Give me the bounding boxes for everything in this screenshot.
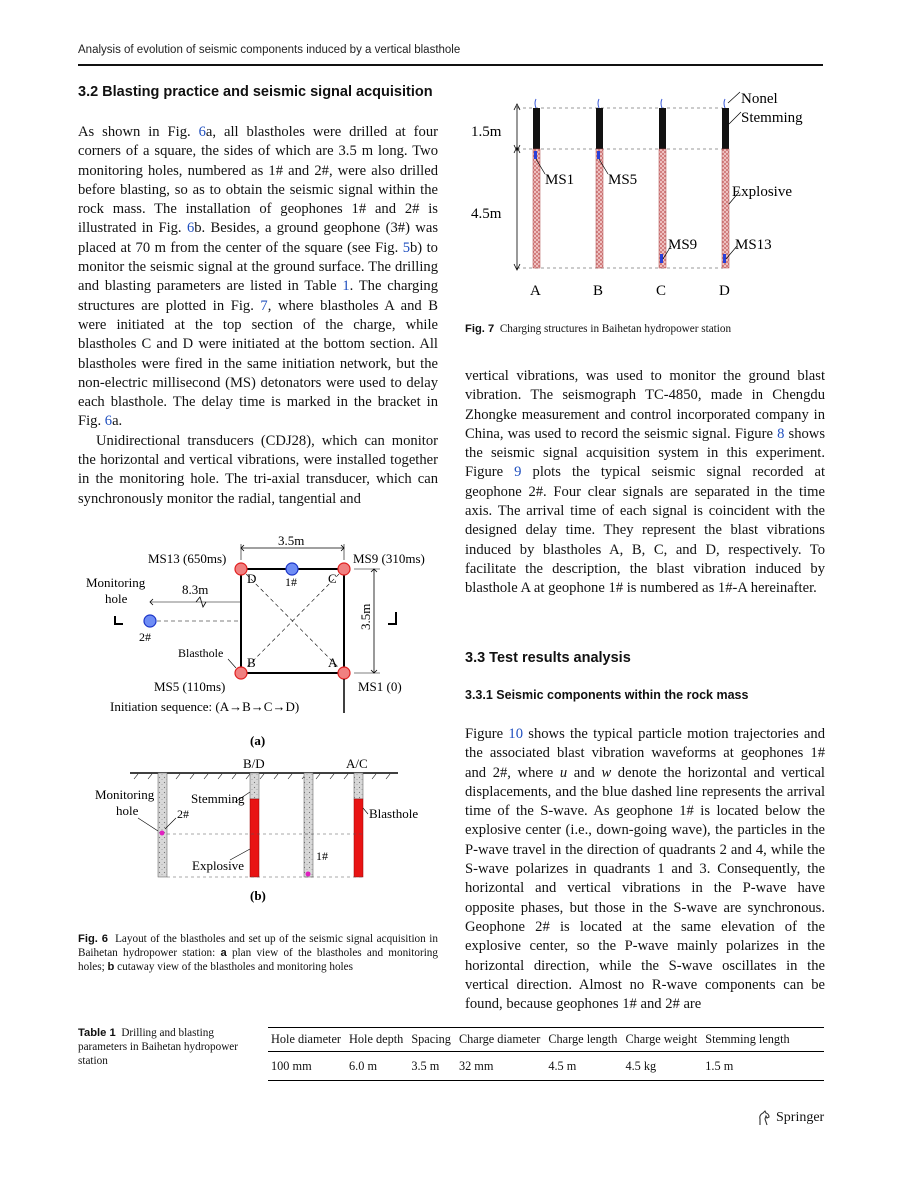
fig6b-explosive: Explosive (192, 858, 244, 873)
blasthole-d (235, 563, 247, 575)
cell-charge-weight: 4.5 kg (625, 1058, 657, 1073)
paragraph-blasting-practice: As shown in Fig. 6a, all blastholes were drilled at four corners of a square, the sides of which are 3.5 m long. Two monitoring holes, numbered as 1# and 2#, were also drilled before blasting, so as to obtain the seismic signal within the rock mass. The installation of geophones 1# and 2# is illustrated in Fig. 6b. Besides, a ground geophone (3#) was placed at 70 m from the center of the square (see Fig. 5b) to monitor the seismic signal at the ground surface. The drilling and blasting parameters are listed in Table 1. The charging structures are plotted in Fig. 7, where blastholes A and B were initiated at the top section of the charge, while blastholes C and D were initiated at the bottom section. All blastholes were fired in the same initiation network, but the non-electric millisecond (MS) detonators were used to delay each blasthole. The delay time is marked in the bracket in Fig. 6a. (78, 124, 438, 430)
blasthole-a (338, 667, 350, 679)
fig-ref[interactable]: 10 (508, 726, 523, 742)
fig7-caption-label: Fig. 7 (465, 323, 495, 335)
cell-charge-length: 4.5 m (548, 1058, 577, 1073)
cell-charge-diameter: 32 mm (458, 1058, 494, 1073)
fig7-label-stemming: Stemming (741, 110, 803, 126)
header-rule (78, 64, 823, 66)
col-hole-depth: Hole depth (349, 1031, 404, 1046)
fig6b-label-1: 1# (316, 849, 328, 863)
figure-6a-plan-view (78, 530, 438, 755)
fig-ref[interactable]: 6 (104, 413, 113, 430)
table-ref[interactable]: 1 (342, 278, 350, 295)
detonator-c (660, 254, 663, 263)
col-charge-diameter: Charge diameter (458, 1031, 541, 1046)
fig6a-side-length: 3.5m (278, 533, 305, 548)
fig-ref[interactable]: 7 (260, 297, 268, 314)
fig-ref[interactable]: 6 (198, 124, 206, 140)
figure-6b-cutaway-view (78, 756, 438, 911)
fig7-hole-a: A (530, 283, 541, 299)
figure-6-caption: Fig. 6 Layout of the blastholes and set up of the seismic signal acquisition in Baihetan hydropower station: a plan view of the blastholes and monitoring holes; b cutaway view of the blastholes and monitoring holes (78, 933, 438, 973)
fig6a-sublabel: (a) (250, 733, 266, 748)
blasthole-c (338, 563, 350, 575)
detonator-a (534, 151, 537, 159)
geophone-1 (286, 563, 298, 575)
stemming-b (596, 108, 603, 149)
geophone-2-marker (160, 831, 165, 836)
fig-ref[interactable]: 9 (514, 464, 522, 481)
stemming-d (722, 108, 729, 149)
table-1-parameters (268, 1027, 795, 1081)
table-row (268, 1051, 795, 1081)
fig7-length-stemming: 1.5m (471, 124, 502, 140)
fig6a-ms9: MS9 (310ms) (353, 551, 425, 566)
figure-7-caption: Fig. 7 Charging structures in Baihetan hydropower station (465, 323, 732, 335)
fig6b-hole: hole (116, 803, 139, 818)
fig6a-hole: hole (105, 591, 128, 606)
explosive-b (596, 149, 603, 268)
right-column-text (465, 367, 825, 599)
fig7-label-ms5: MS5 (608, 172, 638, 188)
fig6b-blasthole: Blasthole (369, 806, 419, 821)
subsection-title-3-3-1: 3.3.1 Seismic components within the rock mass (465, 688, 749, 702)
table-1-caption: Table 1 Drilling and blasting parameters in Baihetan hydropower station (78, 1027, 238, 1067)
fig6a-label-a: A (328, 655, 338, 670)
stemming-a (533, 108, 540, 149)
fig6b-sublabel: (b) (250, 888, 266, 903)
fig7-label-ms13: MS13 (735, 237, 772, 253)
stemming-bd (250, 773, 259, 799)
explosive-d (722, 149, 729, 268)
fig6a-initiation-sequence: Initiation sequence: (A→B→C→D) (110, 699, 300, 714)
col-stemming-length: Stemming length (705, 1031, 790, 1046)
cell-hole-diameter: 100 mm (271, 1058, 312, 1073)
monitoring-hole-1 (304, 773, 313, 877)
paragraph-transducers: Unidirectional transducers (CDJ28), which can monitor the horizontal and vertical vibrations, were installed together in the monitoring hole. The tri-axial transducer, which can synchronously monitor the radial, tangential and (78, 432, 438, 507)
col-hole-diameter: Hole diameter (271, 1031, 341, 1046)
springer-horse-icon (757, 1110, 771, 1126)
fig6b-stemming: Stemming (191, 791, 245, 806)
blasthole-b (235, 667, 247, 679)
fig-ref[interactable]: 6 (186, 220, 195, 237)
fig7-label-ms1: MS1 (545, 172, 575, 188)
monitoring-hole-2 (158, 773, 167, 877)
fig6b-monitoring: Monitoring (95, 787, 155, 802)
table1-caption-label: Table 1 (78, 1027, 116, 1039)
fig6-caption-label: Fig. 6 (78, 933, 108, 945)
fig6b-label-2: 2# (177, 807, 189, 821)
fig6b-label-bd: B/D (243, 756, 265, 771)
col-charge-length: Charge length (548, 1031, 618, 1046)
fig7-hole-c: C (656, 283, 667, 299)
cell-stemming-length: 1.5 m (705, 1058, 734, 1073)
paragraph-results: Figure 10 shows the typical particle motion trajectories and the associated blast vibration waveforms at geophones 1# and 2#, where u and w denote the horizontal and vertical displacements, and the blue dashed line represents the arrival time of the S-wave. As geophone 1# is located below the explosive center (i.e., down-going wave), the particles in the P-wave travel in the direction of quadrants 2 and 4, while the S-wave polarizes in quadrants 1 and 3. Consequently, the horizontal and vertical vibrations in the P-wave have opposite phases, but those in the S-wave are synchronous. Geophone 2# is located at the same elevation of the explosive center, so the P-wave mainly polarizes in the horizontal direction, while the S-wave oscillates in the vertical direction. Almost no R-wave components can be found, because geophones 1# and 2# are (465, 726, 825, 1013)
col-charge-weight: Charge weight (625, 1031, 698, 1046)
fig7-label-explosive: Explosive (732, 184, 792, 200)
fig6a-ms1: MS1 (0) (358, 679, 402, 694)
detonator-b (597, 151, 600, 159)
fig6a-label-2: 2# (139, 630, 151, 644)
fig6a-monitoring: Monitoring (86, 575, 146, 590)
left-column-text (78, 123, 438, 509)
fig6a-label-b: B (247, 655, 256, 670)
fig7-length-charge: 4.5m (471, 206, 502, 222)
table-header-row (268, 1027, 795, 1051)
section-title-3-3: 3.3 Test results analysis (465, 650, 631, 666)
figure-7-charging-structures (465, 84, 825, 309)
cell-hole-depth: 6.0 m (349, 1058, 378, 1073)
fig6a-label-d: D (247, 571, 257, 586)
explosive-c (659, 149, 666, 268)
fig6a-label-c: C (328, 571, 337, 586)
geophone-1-marker (306, 872, 311, 877)
fig6a-side-length-vertical: 3.5m (358, 603, 373, 630)
explosive-bd (250, 799, 259, 877)
fig6a-distance: 8.3m (182, 582, 209, 597)
cell-spacing: 3.5 m (411, 1058, 440, 1073)
fig6a-ms13: MS13 (650ms) (148, 551, 227, 566)
explosive-ac (354, 799, 363, 877)
fig7-hole-d: D (719, 283, 730, 299)
stemming-ac (354, 773, 363, 799)
publisher-logo (757, 1110, 824, 1126)
paragraph-seismograph: vertical vibrations, was used to monitor the ground blast vibration. The seismograph TC-4850, made in Chengdu Zhongke measurement and control incorporated company in China, was used to record the seismic signal. Figure 8 shows the seismic signal acquisition system in this experiment. Figure 9 plots the typical seismic signal recorded at geophone 2#. Four clear signals are separated in the time axis. The arrival time of each signal is coincident with the designed delay time. They represent the blast vibrations induced by blastholes A, B, C, and D, respectively. To facilitate the description, the blast vibration induced by blasthole A at geophone 1# is numbered as 1#-A hereinafter. (465, 368, 826, 597)
fig-ref[interactable]: 5 (402, 239, 410, 256)
explosive-a (533, 149, 540, 268)
fig6b-label-ac: A/C (346, 756, 368, 771)
section-title-3-2: 3.2 Blasting practice and seismic signal acquisition (78, 84, 433, 100)
running-head: Analysis of evolution of seismic components induced by a vertical blasthole (78, 44, 461, 56)
fig-ref[interactable]: 8 (777, 425, 785, 442)
stemming-c (659, 108, 666, 149)
fig7-label-ms9: MS9 (668, 237, 698, 253)
fig6a-label-1: 1# (285, 575, 297, 589)
col-spacing: Spacing (411, 1031, 451, 1046)
fig7-hole-b: B (593, 283, 604, 299)
geophone-2 (144, 615, 156, 627)
detonator-d (723, 254, 726, 263)
fig6a-ms5: MS5 (110ms) (154, 679, 226, 694)
fig7-label-nonel: Nonel (741, 91, 778, 107)
publisher-name: Springer (776, 1110, 825, 1125)
fig6a-blasthole: Blasthole (178, 646, 224, 660)
